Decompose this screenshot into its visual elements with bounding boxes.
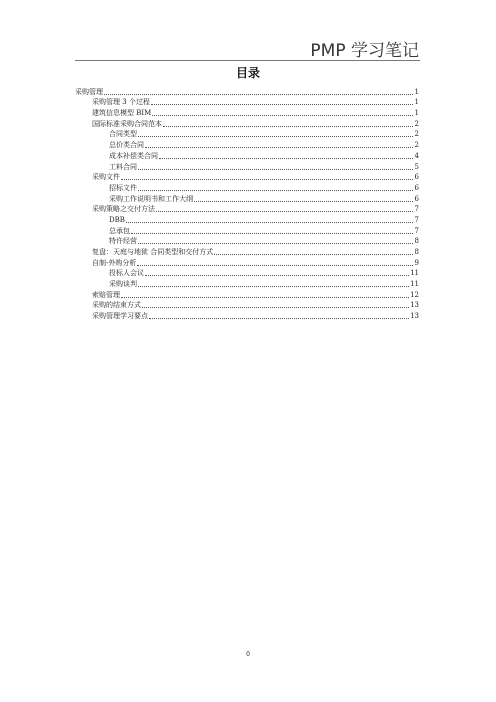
toc-entry-title: 国际标准采购合同范本 (92, 119, 162, 128)
toc-entry-page: 12 (410, 290, 419, 299)
toc-entry-title: 招标文件 (109, 183, 137, 192)
toc-leader-dots (138, 190, 413, 191)
toc-entry-page: 4 (414, 151, 419, 160)
toc-entry-page: 6 (414, 194, 419, 203)
toc-entry-page: 7 (414, 205, 419, 214)
toc-entry[interactable] (75, 246, 419, 257)
toc-leader-dots (163, 126, 413, 127)
toc-leader-dots (145, 147, 413, 148)
toc-entry-page: 6 (414, 183, 419, 192)
toc-entry-title: 投标人会议 (109, 269, 144, 278)
toc-entry[interactable] (75, 278, 419, 289)
toc-entry[interactable] (75, 257, 419, 268)
toc-entry-page: 13 (410, 301, 419, 310)
toc-leader-dots (138, 243, 413, 244)
toc-entry-title: 采购的结束方式 (92, 301, 141, 310)
toc-entry-title: 总价类合同 (109, 141, 144, 150)
toc-entry-title: 复盘：天庭与地狱 合同类型和交付方式 (92, 248, 214, 256)
toc-entry-title: 成本补偿类合同 (109, 151, 158, 160)
toc-entry[interactable] (75, 139, 419, 150)
toc-entry[interactable] (75, 97, 419, 108)
toc-leader-dots (138, 286, 409, 287)
toc-entry-title: 采购管理 3 个过程 (92, 98, 150, 107)
toc-entry[interactable] (75, 300, 419, 311)
toc-entry-page: 6 (414, 173, 419, 182)
toc-entry[interactable] (75, 118, 419, 129)
toc-entry-title: 采购文件 (92, 173, 120, 182)
toc-entry[interactable] (75, 236, 419, 247)
toc-entry-page: 2 (414, 119, 419, 128)
toc-entry[interactable] (75, 225, 419, 236)
toc-entry[interactable] (75, 150, 419, 161)
toc-entry-page: 13 (410, 312, 419, 321)
toc-entry[interactable] (75, 193, 419, 204)
toc-entry-title: 建筑信息模型 BIM (92, 109, 152, 118)
toc-entry-title: 采购管理学习要点 (92, 312, 148, 321)
toc-leader-dots (194, 201, 413, 202)
toc-entry-title: 索赔管理 (92, 290, 120, 299)
toc-entry-page: 2 (414, 141, 419, 150)
toc-entry-title: 采购谈判 (109, 280, 137, 289)
toc-leader-dots (126, 222, 413, 223)
toc-entry[interactable] (75, 204, 419, 215)
toc-leader-dots (131, 233, 413, 234)
toc-entry-page: 11 (410, 269, 419, 278)
toc-entry-title: 特许经营 (109, 237, 137, 246)
toc-entry-page: 2 (414, 130, 419, 139)
toc-entry[interactable] (75, 289, 419, 300)
toc-entry-page: 1 (414, 98, 419, 107)
page-header-title: PMP 学习笔记 (310, 41, 419, 61)
toc-leader-dots (145, 275, 409, 276)
toc-entry[interactable] (75, 214, 419, 225)
toc-leader-dots (151, 104, 413, 105)
toc-leader-dots (156, 211, 413, 212)
toc-entry[interactable] (75, 86, 419, 97)
table-of-contents (75, 86, 419, 321)
toc-entry-title: DBB (109, 215, 125, 224)
toc-entry-page: 7 (414, 215, 419, 224)
toc-entry-title: 自制-外购分析 (92, 258, 137, 267)
toc-leader-dots (121, 297, 409, 298)
toc-heading: 目录 (235, 66, 260, 80)
toc-entry[interactable] (75, 161, 419, 172)
toc-entry-page: 8 (414, 248, 419, 256)
toc-entry-page: 8 (414, 237, 419, 246)
toc-entry-title: 采购管理 (75, 87, 103, 96)
toc-entry-page: 1 (414, 87, 419, 96)
page-number: 0 (246, 651, 250, 658)
toc-leader-dots (152, 115, 413, 116)
toc-entry-title: 合同类型 (109, 130, 137, 139)
toc-entry-title: 工料合同 (109, 162, 137, 171)
toc-leader-dots (142, 307, 409, 308)
toc-entry[interactable] (75, 310, 419, 321)
toc-leader-dots (137, 265, 413, 266)
toc-entry[interactable] (75, 172, 419, 183)
toc-leader-dots (104, 94, 413, 95)
toc-entry-page: 11 (410, 280, 419, 289)
toc-entry[interactable] (75, 107, 419, 118)
toc-leader-dots (214, 254, 413, 255)
toc-entry-page: 7 (414, 226, 419, 235)
toc-entry-page: 9 (414, 258, 419, 267)
toc-leader-dots (138, 169, 413, 170)
toc-entry-page: 1 (414, 109, 419, 118)
toc-entry-title: 采购工作说明书和工作大纲 (109, 194, 193, 203)
toc-leader-dots (121, 179, 413, 180)
toc-entry-page: 5 (414, 162, 419, 171)
toc-leader-dots (149, 318, 409, 319)
header-rule (75, 60, 420, 61)
toc-entry[interactable] (75, 268, 419, 279)
toc-entry[interactable] (75, 129, 419, 140)
toc-entry[interactable] (75, 182, 419, 193)
toc-entry-title: 采购策略之交付方法 (92, 205, 155, 214)
toc-entry-title: 总承包 (109, 226, 130, 235)
toc-leader-dots (159, 158, 413, 159)
toc-leader-dots (138, 136, 413, 137)
